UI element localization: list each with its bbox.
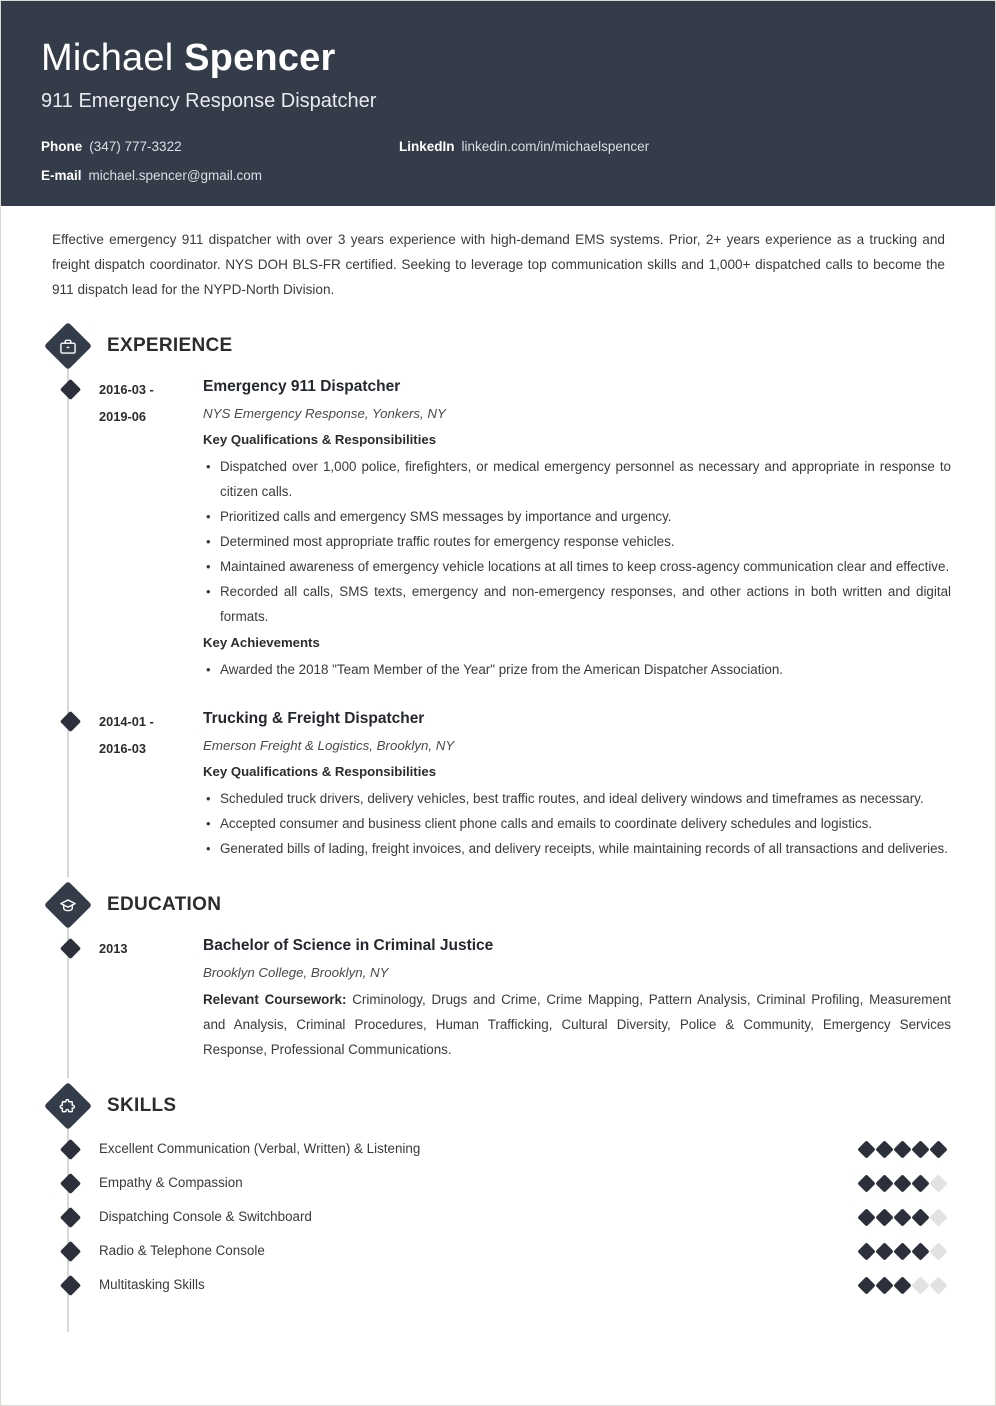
job-title: 911 Emergency Response Dispatcher bbox=[41, 90, 377, 112]
professional-summary: Effective emergency 911 dispatcher with over 3 years experience with high-demand EMS systems. Prior, 2+ years experience as a trucking and freight dispatch coordinator. NYS DOH BLS-FR certified. Seeking to leverage top communication skills and 1,000+ dispatched calls to become the 911 dispatch lead for the NYPD-North Division. bbox=[52, 232, 945, 297]
rating-diamond-icon bbox=[875, 1140, 893, 1158]
entry-date-from: 2016-03 - bbox=[99, 382, 154, 397]
section-header-skills bbox=[51, 1084, 951, 1128]
entry-main bbox=[194, 708, 951, 861]
resume-header bbox=[1, 1, 995, 206]
contact-phone bbox=[41, 138, 399, 155]
graduation-cap-icon bbox=[44, 881, 92, 929]
skill-row bbox=[51, 1166, 951, 1200]
rating-diamond-icon bbox=[911, 1140, 929, 1158]
resume-body bbox=[1, 227, 995, 1302]
coursework-label: Relevant Coursework: bbox=[203, 992, 347, 1007]
entry-date-to: 2016-03 bbox=[99, 741, 146, 756]
entry-coursework bbox=[203, 987, 951, 1062]
contact-email-value[interactable]: michael.spencer@gmail.com bbox=[88, 168, 263, 183]
rating-diamond-icon bbox=[911, 1208, 929, 1226]
skill-name: Dispatching Console & Switchboard bbox=[99, 1209, 312, 1224]
entry-bullet-list bbox=[203, 454, 951, 629]
entry-qualifications-label: Key Qualifications & Responsibilities bbox=[203, 764, 437, 779]
rating-diamond-icon bbox=[929, 1140, 947, 1158]
briefcase-icon bbox=[44, 322, 92, 370]
list-item: • Determined most appropriate traffic routes for emergency response vehicles. bbox=[203, 529, 951, 554]
rating-diamond-icon bbox=[857, 1174, 875, 1192]
skill-rating bbox=[860, 1245, 951, 1258]
rating-diamond-icon bbox=[893, 1276, 911, 1294]
coursework-value: Criminology, Drugs and Crime, Crime Mapping, Pattern Analysis, Criminal Profiling, Measurement and Analysis, Criminal Procedures, Human Trafficking, Cultural Diversity, Police & Community, Emergency Services Response, Professional Communications. bbox=[203, 992, 951, 1057]
rating-diamond-icon bbox=[929, 1208, 947, 1226]
contact-linkedin[interactable] bbox=[399, 138, 955, 155]
contact-linkedin-label: LinkedIn bbox=[399, 139, 455, 154]
skill-row bbox=[51, 1200, 951, 1234]
rating-diamond-icon bbox=[875, 1242, 893, 1260]
timeline-diamond-icon bbox=[60, 379, 81, 400]
last-name: Spencer bbox=[184, 37, 336, 79]
rating-diamond-icon bbox=[911, 1242, 929, 1260]
full-name bbox=[41, 35, 955, 81]
list-item: • Accepted consumer and business client phone calls and emails to coordinate delivery schedules and logistics. bbox=[203, 811, 951, 836]
entry-title: Emergency 911 Dispatcher bbox=[203, 378, 401, 395]
skill-rating bbox=[860, 1177, 951, 1190]
entry-achievements-label: Key Achievements bbox=[203, 635, 320, 650]
experience-entries bbox=[51, 368, 951, 861]
skill-rating bbox=[860, 1211, 951, 1224]
contact-email-label: E-mail bbox=[41, 168, 82, 183]
timeline-diamond-icon bbox=[60, 938, 81, 959]
skill-row bbox=[51, 1132, 951, 1166]
entry-main bbox=[194, 935, 951, 1062]
rating-diamond-icon bbox=[893, 1208, 911, 1226]
skill-name: Radio & Telephone Console bbox=[99, 1243, 265, 1258]
entry-school: Brooklyn College, Brooklyn, NY bbox=[203, 965, 389, 980]
contact-phone-value: (347) 777-3322 bbox=[89, 139, 182, 154]
rating-diamond-icon bbox=[911, 1174, 929, 1192]
section-header-education bbox=[51, 883, 951, 927]
list-item: • Scheduled truck drivers, delivery vehicles, best traffic routes, and ideal delivery windows and timeframes as necessary. bbox=[203, 786, 951, 811]
education-entries bbox=[51, 927, 951, 1062]
list-item: • Dispatched over 1,000 police, firefighters, or medical emergency personnel as necessary and appropriate in response to citizen calls. bbox=[203, 454, 951, 504]
section-title-experience: EXPERIENCE bbox=[107, 335, 233, 356]
entry-qualifications-label: Key Qualifications & Responsibilities bbox=[203, 432, 437, 447]
skills-list bbox=[51, 1132, 951, 1302]
timeline-diamond-icon bbox=[60, 1207, 81, 1228]
skill-rating bbox=[860, 1279, 951, 1292]
timeline-diamond-icon bbox=[60, 1173, 81, 1194]
entry-date bbox=[99, 708, 194, 861]
experience-entry bbox=[51, 368, 951, 682]
entry-date: 2013 bbox=[99, 941, 128, 956]
skill-row bbox=[51, 1234, 951, 1268]
entry-achievement-list bbox=[203, 657, 951, 682]
entry-date-from: 2014-01 - bbox=[99, 714, 154, 729]
rating-diamond-icon bbox=[875, 1208, 893, 1226]
entry-bullet-list bbox=[203, 786, 951, 861]
experience-entry bbox=[51, 700, 951, 861]
puzzle-piece-icon bbox=[44, 1082, 92, 1130]
rating-diamond-icon bbox=[875, 1174, 893, 1192]
rating-diamond-icon bbox=[929, 1242, 947, 1260]
entry-title: Trucking & Freight Dispatcher bbox=[203, 710, 425, 727]
education-entry bbox=[51, 927, 951, 1062]
section-title-education: EDUCATION bbox=[107, 894, 222, 915]
entry-date-to: 2019-06 bbox=[99, 409, 146, 424]
rating-diamond-icon bbox=[857, 1208, 875, 1226]
entry-company: Emerson Freight & Logistics, Brooklyn, NY bbox=[203, 738, 455, 753]
skill-name: Excellent Communication (Verbal, Written) & Listening bbox=[99, 1141, 421, 1156]
contact-info bbox=[41, 138, 955, 184]
list-item: • Prioritized calls and emergency SMS messages by importance and urgency. bbox=[203, 504, 951, 529]
entry-degree: Bachelor of Science in Criminal Justice bbox=[203, 937, 494, 954]
list-item: • Awarded the 2018 "Team Member of the Year" prize from the American Dispatcher Association. bbox=[203, 657, 951, 682]
timeline-rail-experience bbox=[67, 364, 69, 877]
skill-name: Multitasking Skills bbox=[99, 1277, 205, 1292]
section-title-skills: SKILLS bbox=[107, 1095, 177, 1116]
rating-diamond-icon bbox=[929, 1276, 947, 1294]
rating-diamond-icon bbox=[875, 1276, 893, 1294]
entry-company: NYS Emergency Response, Yonkers, NY bbox=[203, 406, 446, 421]
list-item: • Recorded all calls, SMS texts, emergency and non-emergency responses, and other actions in both written and digital formats. bbox=[203, 579, 951, 629]
list-item: • Generated bills of lading, freight invoices, and delivery receipts, while maintaining records of all transactions and deliveries. bbox=[203, 836, 951, 861]
timeline-diamond-icon bbox=[60, 711, 81, 732]
list-item: • Maintained awareness of emergency vehicle locations at all times to keep cross-agency communication clear and effective. bbox=[203, 554, 951, 579]
timeline-diamond-icon bbox=[60, 1275, 81, 1296]
contact-email[interactable] bbox=[41, 167, 399, 184]
section-education bbox=[45, 883, 951, 1062]
section-header-experience bbox=[51, 324, 951, 368]
timeline-diamond-icon bbox=[60, 1241, 81, 1262]
skill-row bbox=[51, 1268, 951, 1302]
rating-diamond-icon bbox=[929, 1174, 947, 1192]
rating-diamond-icon bbox=[893, 1242, 911, 1260]
contact-linkedin-value[interactable]: linkedin.com/in/michaelspencer bbox=[461, 139, 650, 154]
section-experience bbox=[45, 324, 951, 861]
entry-main bbox=[194, 376, 951, 682]
rating-diamond-icon bbox=[893, 1174, 911, 1192]
contact-phone-label: Phone bbox=[41, 139, 83, 154]
timeline-diamond-icon bbox=[60, 1139, 81, 1160]
rating-diamond-icon bbox=[911, 1276, 929, 1294]
skill-rating bbox=[860, 1143, 951, 1156]
first-name: Michael bbox=[41, 37, 174, 79]
rating-diamond-icon bbox=[857, 1242, 875, 1260]
rating-diamond-icon bbox=[893, 1140, 911, 1158]
rating-diamond-icon bbox=[857, 1140, 875, 1158]
entry-date bbox=[99, 376, 194, 682]
skill-name: Empathy & Compassion bbox=[99, 1175, 243, 1190]
section-skills bbox=[45, 1084, 951, 1302]
rating-diamond-icon bbox=[857, 1276, 875, 1294]
